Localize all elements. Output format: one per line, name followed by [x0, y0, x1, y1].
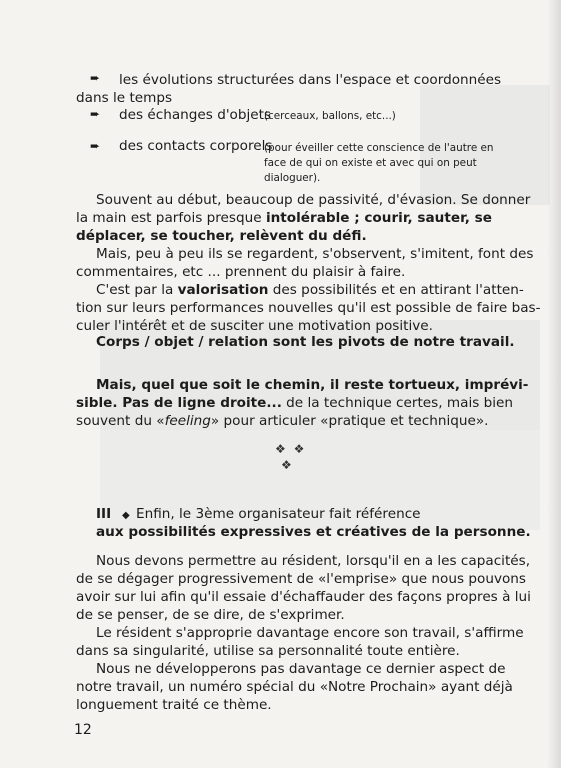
text-run: la main est parfois presque [76, 210, 266, 226]
paragraph-line: Le résident s'approprie davantage encore son travail, s'affirme [96, 625, 524, 641]
paragraph-line: avoir sur lui afin qu'il essaie d'échaffauder des façons propres à lui [76, 589, 531, 605]
section-heading: aux possibilités expressives et créatives de la personne. [96, 524, 531, 540]
paragraph-line: notre travail, un numéro spécial du «Notre Prochain» ayant déjà [76, 679, 513, 695]
paragraph-line [76, 209, 492, 227]
diamond-icon: ◆ [122, 510, 130, 521]
arrow-bullet-icon: ➨ [90, 107, 101, 121]
paragraph-line: commentaires, etc ... prennent du plaisir à faire. [76, 264, 406, 280]
separator-ornament: ❖ [281, 458, 294, 472]
page-number: 12 [74, 722, 92, 738]
bold-text: valorisation [177, 282, 269, 298]
arrow-bullet-icon: ➨ [90, 139, 101, 153]
paragraph-line: Mais, quel que soit le chemin, il reste tortueux, imprévi- [96, 377, 529, 393]
paragraph-line [76, 412, 489, 430]
section-numeral: III [96, 506, 112, 522]
paragraph-line [76, 394, 513, 412]
page-edge-shadow [547, 0, 561, 768]
text-run: souvent du « [76, 413, 165, 429]
paragraph-line: Nous devons permettre au résident, lorsqu'il en a les capacités, [96, 553, 531, 569]
bullet-text: des échanges d'objets [119, 107, 272, 123]
text-run: de la technique certes, mais bien [281, 395, 514, 411]
bullet-text: les évolutions structurées dans l'espace et coordonnées [119, 72, 502, 88]
separator-ornament: ❖ ❖ [275, 442, 307, 456]
paragraph-line: déplacer, se toucher, relèvent du défi. [76, 228, 367, 244]
bold-text: intolérable ; courir, sauter, se [265, 210, 492, 226]
paragraph-line: de se penser, de se dire, de s'exprimer. [76, 607, 345, 623]
paragraph-line [96, 281, 524, 299]
text-run: des possibilités et en attirant l'atten- [268, 282, 524, 298]
section-intro: Enfin, le 3ème organisateur fait référence [136, 506, 421, 522]
bullet-note: (cerceaux, ballons, etc...) [264, 110, 396, 122]
emphasis-statement: Corps / objet / relation sont les pivots de notre travail. [96, 334, 515, 350]
bullet-note: face de qui on existe et avec qui on peut [264, 157, 477, 169]
bold-text: sible. Pas de ligne droite... [76, 395, 282, 411]
text-run: » pour articuler «pratique et technique». [210, 413, 489, 429]
arrow-bullet-icon: ➨ [90, 71, 101, 85]
paragraph-line: Nous ne développerons pas davantage ce dernier aspect de [96, 661, 506, 677]
paragraph-line: longuement traité ce thème. [76, 697, 272, 713]
paragraph-line: dans sa singularité, utilise sa personnalité toute entière. [76, 643, 460, 659]
paragraph-line: culer l'intérêt et de susciter une motivation positive. [76, 318, 433, 334]
text-run: C'est par la [96, 282, 178, 298]
paragraph-line: Souvent au début, beaucoup de passivité, d'évasion. Se donner [96, 192, 531, 208]
bullet-note: (pour éveiller cette conscience de l'autre en [264, 142, 494, 154]
italic-text: feeling [164, 413, 211, 429]
bullet-text-cont: dans le temps [76, 90, 173, 106]
bullet-note: dialoguer). [264, 172, 321, 184]
paragraph-line: tion sur leurs performances nouvelles qu'il est possible de faire bas- [76, 300, 541, 316]
paragraph-line: Mais, peu à peu ils se regardent, s'observent, s'imitent, font des [96, 246, 534, 262]
bullet-text: des contacts corporels [119, 138, 273, 154]
paragraph-line: de se dégager progressivement de «l'emprise» que nous pouvons [76, 571, 527, 587]
